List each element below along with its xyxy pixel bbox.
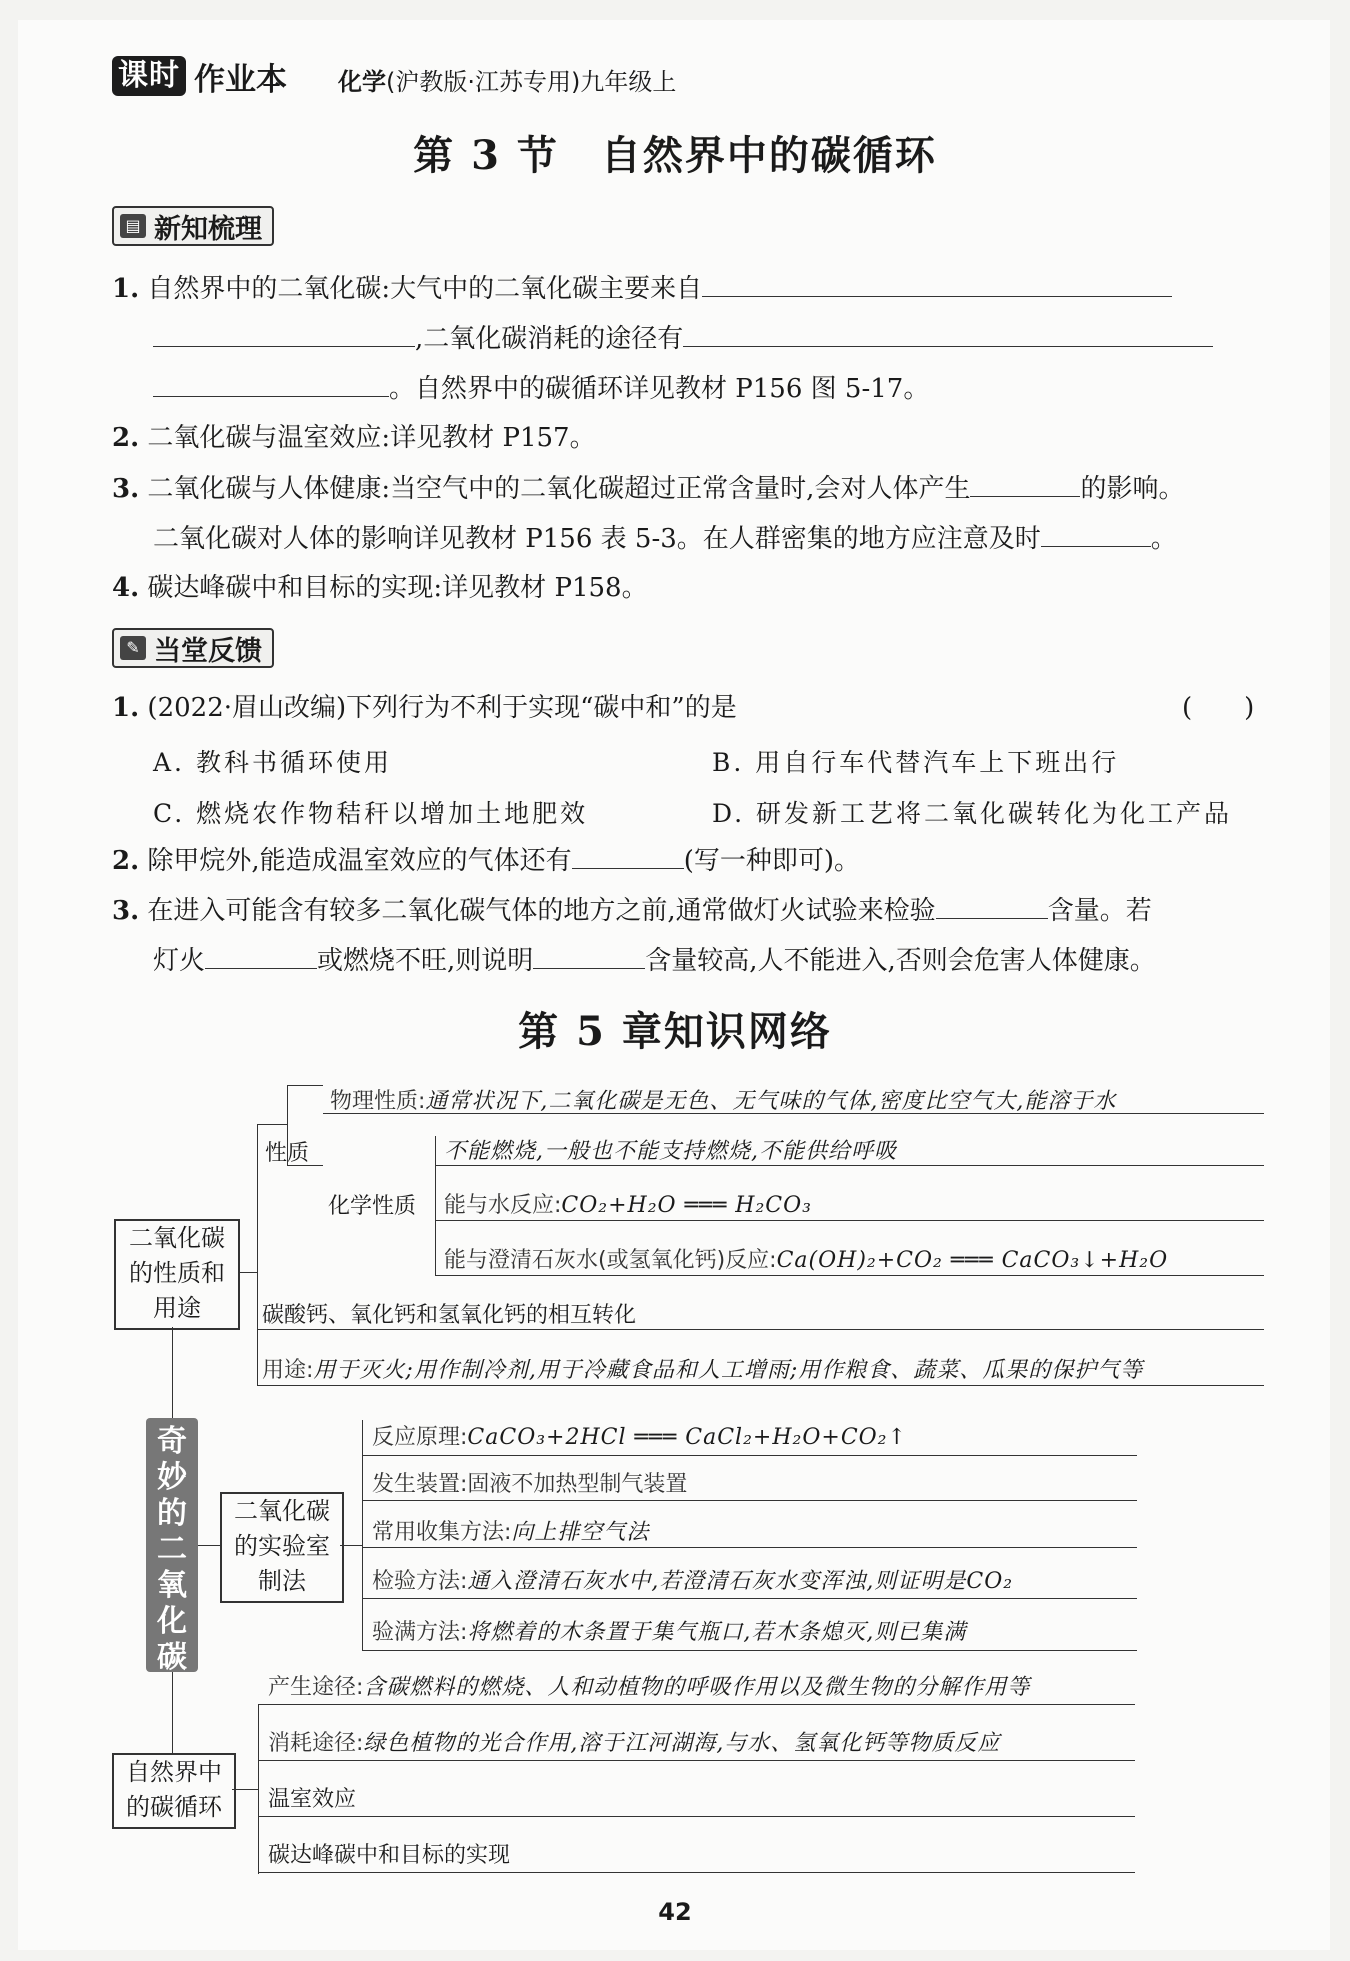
- connector: [232, 1789, 258, 1790]
- nk-item-3-line2: 二氧化碳对人体的影响详见教材 P156 表 5-3。在人群密集的地方应注意及时 。: [153, 520, 1177, 557]
- leaf-collection: 常用收集方法:向上排空气法: [372, 1520, 650, 1545]
- fb-q1-stem: 1. (2022·眉山改编)下列行为不利于实现“碳中和”的是: [112, 693, 737, 723]
- section-title: 第 3 节 自然界中的碳循环: [413, 132, 937, 179]
- connector: [258, 1704, 1135, 1705]
- leaf-physical-properties: 物理性质:通常状况下,二氧化碳是无色、无气味的气体,密度比空气大,能溶于水: [330, 1089, 1117, 1114]
- leaf-full-check: 验满方法:将燃着的木条置于集气瓶口,若木条熄灭,则已集满: [372, 1620, 967, 1645]
- connector: [340, 1545, 362, 1546]
- connector: [435, 1220, 1264, 1221]
- connector: [258, 1704, 259, 1874]
- leaf-uses: 用途:用于灭火;用作制冷剂,用于冷藏食品和人工增雨;用作粮食、蔬菜、瓜果的保护气等: [262, 1358, 1144, 1383]
- leaf-chem-1: 不能燃烧,一般也不能支持燃烧,不能供给呼吸: [444, 1139, 897, 1164]
- series-name: 作业本: [194, 61, 287, 98]
- nk-item-1-line1: 1. 自然界中的二氧化碳:大气中的二氧化碳主要来自: [112, 270, 1172, 307]
- leaf-conversion: 碳酸钙、氧化钙和氢氧化钙的相互转化: [262, 1303, 637, 1328]
- connector: [237, 1272, 257, 1273]
- page-number: 42: [658, 1898, 692, 1926]
- node-chemical-properties: 化学性质: [328, 1194, 417, 1219]
- nk-item-3-line1: 3. 二氧化碳与人体健康:当空气中的二氧化碳超过正常含量时,会对人体产生 的影响。: [112, 470, 1184, 507]
- node-lab-preparation: 二氧化碳 的实验室 制法: [220, 1492, 344, 1603]
- connector: [362, 1547, 1137, 1548]
- fb-q3-line1: 3. 在进入可能含有较多二氧化碳气体的地方之前,通常做灯火试验来检验 含量。若: [112, 892, 1152, 929]
- nk-item-2: 2. 二氧化碳与温室效应:详见教材 P157。: [112, 423, 596, 453]
- connector: [362, 1650, 1137, 1651]
- subject-name: 化学: [338, 68, 386, 96]
- leaf-reaction-principle: 反应原理:CaCO₃+2HCl ═══ CaCl₂+H₂O+CO₂↑: [372, 1425, 907, 1450]
- leaf-chem-2: 能与水反应:CO₂+H₂O ═══ H₂CO₃: [444, 1193, 812, 1218]
- edition-text: (沪教版·江苏专用)九年级上: [386, 68, 677, 96]
- choice-b[interactable]: B. 用自行车代替汽车上下班出行: [712, 748, 1120, 777]
- node-properties: 性质: [265, 1141, 310, 1166]
- connector: [258, 1872, 1135, 1873]
- new-knowledge-label: ▤ 新知梳理: [112, 206, 274, 246]
- node-properties-and-uses: 二氧化碳 的性质和 用途: [114, 1219, 240, 1330]
- nk-item-4: 4. 碳达峰碳中和目标的实现:详见教材 P158。: [112, 573, 648, 603]
- chapter-title: 第 5 章知识网络: [518, 1008, 832, 1055]
- fb-q2: 2. 除甲烷外,能造成温室效应的气体还有 (写一种即可)。: [112, 842, 860, 879]
- central-topic: 奇 妙 的 二 氧 化 碳: [146, 1418, 198, 1672]
- leaf-consumption: 消耗途径:绿色植物的光合作用,溶于江河湖海,与水、氢氧化钙等物质反应: [268, 1731, 1001, 1756]
- nk-item-1-line2: ,二氧化碳消耗的途径有: [153, 320, 1213, 357]
- connector: [362, 1500, 1137, 1501]
- feedback-label: ✎ 当堂反馈: [112, 628, 274, 668]
- choice-d[interactable]: D. 研发新工艺将二氧化碳转化为化工产品: [712, 799, 1233, 828]
- leaf-sources: 产生途径:含碳燃料的燃烧、人和动植物的呼吸作用以及微生物的分解作用等: [268, 1675, 1031, 1700]
- choice-a[interactable]: A. 教科书循环使用: [153, 748, 392, 777]
- leaf-generator: 发生装置:固液不加热型制气装置: [372, 1472, 688, 1497]
- leaf-chem-3: 能与澄清石灰水(或氢氧化钙)反应:Ca(OH)₂+CO₂ ═══ CaCO₃↓+H₂O: [444, 1248, 1169, 1273]
- connector: [287, 1085, 323, 1086]
- fb-q3-line2: 灯火 或燃烧不旺,则说明 含量较高,人不能进入,否则会危害人体健康。: [153, 942, 1156, 979]
- connector: [435, 1275, 1264, 1276]
- connector: [257, 1385, 1264, 1386]
- connector: [198, 1545, 220, 1546]
- connector: [258, 1760, 1135, 1761]
- connector: [435, 1165, 1264, 1166]
- answer-paren[interactable]: ( ): [1182, 693, 1255, 723]
- book-icon: ▤: [120, 214, 146, 238]
- connector: [257, 1124, 258, 1386]
- connector: [362, 1598, 1137, 1599]
- node-carbon-cycle: 自然界中 的碳循环: [112, 1753, 236, 1829]
- leaf-test-method: 检验方法:通入澄清石灰水中,若澄清石灰水变浑浊,则证明是CO₂: [372, 1569, 1014, 1594]
- connector: [172, 1672, 173, 1754]
- pencil-icon: ✎: [120, 636, 146, 660]
- connector: [362, 1455, 1137, 1456]
- connector: [257, 1329, 1264, 1330]
- nk-item-1-line3: 。自然界中的碳循环详见教材 P156 图 5-17。: [153, 370, 929, 407]
- leaf-carbon-neutral: 碳达峰碳中和目标的实现: [268, 1843, 511, 1868]
- leaf-greenhouse: 温室效应: [268, 1787, 357, 1812]
- logo-badge: 课时: [112, 56, 186, 96]
- connector: [435, 1136, 436, 1276]
- connector: [172, 1327, 173, 1418]
- choice-c[interactable]: C. 燃烧农作物秸秆以增加土地肥效: [153, 799, 589, 828]
- connector: [258, 1816, 1135, 1817]
- connector: [257, 1124, 287, 1125]
